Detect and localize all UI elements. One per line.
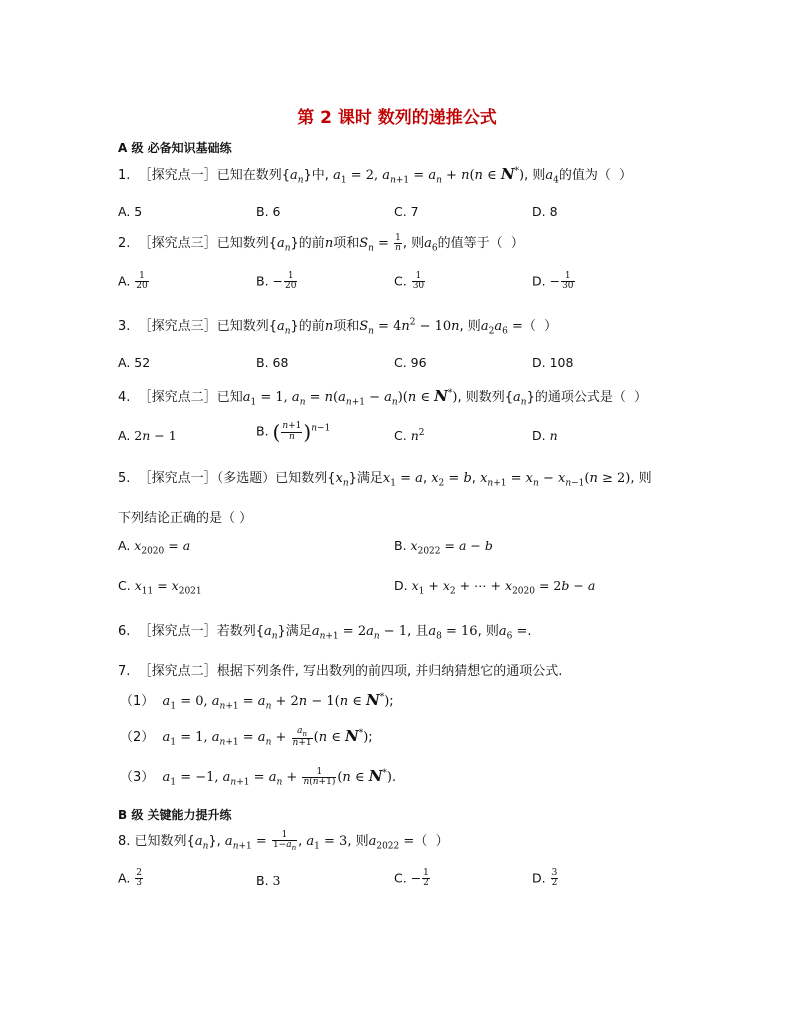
question-7: 7. ［探究点二］根据下列条件, 写出数列的前四项, 并归纳猜想它的通项公式. [118, 664, 563, 679]
q3-option-d[interactable]: D. 108 [532, 355, 574, 370]
q4-option-c[interactable]: C. $n^2$ [394, 428, 425, 444]
q8-option-a[interactable]: A. $\frac{2}{3}$ [118, 868, 143, 889]
q2-option-c[interactable]: C. $\frac{1}{30}$ [394, 271, 425, 292]
q7-item-2: （2） $a_1 = 1$, $a_{n+1} = a_n$ + $\frac{a_n}{n+1}$ (n ∈ N*); [120, 725, 373, 748]
q7-item-3-label: （3） [120, 770, 155, 785]
section-b-heading: B 级 关键能力提升练 [118, 808, 232, 822]
q3-number: 3. [118, 319, 131, 334]
q5-option-c[interactable]: C. $x_{11} = x_{2021}$ [118, 578, 202, 597]
q7-item-3: （3） $a_1 = -1$, $a_{n+1} = a_n$ + $\frac{1}{n(n+1)}$ (n ∈ N*). [120, 766, 397, 788]
q3-option-b[interactable]: B. 68 [256, 355, 289, 370]
question-4: 4. ［探究点二］已知$a_1 = 1$, $a_n = n(a_{n+1} - a_n)(n$ ∈ N*), 则数列$\{a_n\}$的通项公式是（ ） [118, 387, 648, 408]
q7-tag: ［探究点二］ [138, 664, 217, 679]
question-2: 2. ［探究点三］已知数列$\{a_n\}$的前n项和$S_n$ = $\frac{1}{n}$ , 则$a_6$的值等于（ ） [118, 232, 524, 254]
q8-option-c[interactable]: C. − $\frac{1}{2}$ [394, 868, 429, 889]
q2-option-d[interactable]: D. − $\frac{1}{30}$ [532, 271, 574, 292]
q3-option-a[interactable]: A. 52 [118, 355, 151, 370]
q2-number: 2. [118, 236, 131, 251]
q4-option-d[interactable]: D. n [532, 428, 558, 443]
q1-option-c[interactable]: C. 7 [394, 204, 419, 219]
q4-option-b[interactable]: B. ( $\frac{n+1}{n}$ )$^{n-1}$ [256, 420, 331, 444]
q5-type: （多选题） [216, 471, 276, 486]
q5-tag: ［探究点一］ [138, 471, 217, 486]
q6-tag: ［探究点一］ [138, 624, 217, 639]
q2-tag: ［探究点三］ [138, 236, 217, 251]
q7-item-1-label: （1） [120, 694, 155, 709]
q3-tag: ［探究点三］ [138, 319, 217, 334]
page-title: 第 2 课时 数列的递推公式 [297, 108, 497, 128]
q4-option-a[interactable]: A. 2n − 1 [118, 428, 177, 443]
q2-option-b[interactable]: B. − $\frac{1}{20}$ [256, 271, 297, 292]
question-6: 6. ［探究点一］若数列$\{a_n\}$满足$a_{n+1} = 2a_n - 1$, 且$a_8 = 16$, 则$a_6$ =. [118, 624, 532, 642]
q7-item-1: （1） $a_1 = 0$, $a_{n+1} = a_n + 2n - 1(n$ ∈ N*); [120, 691, 394, 712]
q5-option-b[interactable]: B. $x_{2022} = a - b$ [394, 538, 493, 557]
q8-number: 8. [118, 834, 131, 849]
q8-option-d[interactable]: D. $\frac{3}{2}$ [532, 868, 558, 889]
q1-option-d[interactable]: D. 8 [532, 204, 558, 219]
question-8: 8. 已知数列$\{a_n\}$, $a_{n+1}$ = $\frac{1}{1-a_n}$ , $a_1 = 3$, 则$a_{2022}$ =（ ） [118, 829, 449, 852]
q5-option-d[interactable]: D. $x_1 + x_2$ + ⋯ + $x_{2020} = 2b - a$ [394, 578, 596, 597]
section-a-heading: A 级 必备知识基础练 [118, 141, 232, 155]
question-5-line-2: 下列结论正确的是（ ） [118, 511, 253, 526]
q1-option-a[interactable]: A. 5 [118, 204, 143, 219]
question-1: 1. ［探究点一］已知在数列$\{a_n\}$中, $a_1 = 2$, $a_{n+1} = a_n + n(n$ ∈ N*), 则$a_4$的值为（ ） [118, 165, 633, 186]
q7-item-2-label: （2） [120, 730, 155, 745]
q3-option-c[interactable]: C. 96 [394, 355, 427, 370]
q4-tag: ［探究点二］ [138, 390, 217, 405]
q1-tag: ［探究点一］ [138, 168, 217, 183]
q7-number: 7. [118, 664, 131, 679]
q5-number: 5. [118, 471, 131, 486]
question-3: 3. ［探究点三］已知数列$\{a_n\}$的前n项和$S_n = 4n^2 - 10n$, 则$a_2a_6$ =（ ） [118, 317, 558, 337]
question-5: 5. ［探究点一］（多选题）已知数列$\{x_n\}$满足$x_1 = a$, $x_2 = b$, $x_{n+1} = x_n - x_{n-1}(n \ge 2)$, 则 [118, 471, 652, 489]
q5-option-a[interactable]: A. $x_{2020} = a$ [118, 538, 191, 557]
q4-number: 4. [118, 390, 131, 405]
q6-number: 6. [118, 624, 131, 639]
q1-number: 1. [118, 168, 131, 183]
q8-option-b[interactable]: B. 3 [256, 873, 281, 888]
q1-option-b[interactable]: B. 6 [256, 204, 281, 219]
q2-option-a[interactable]: A. $\frac{1}{20}$ [118, 271, 148, 292]
